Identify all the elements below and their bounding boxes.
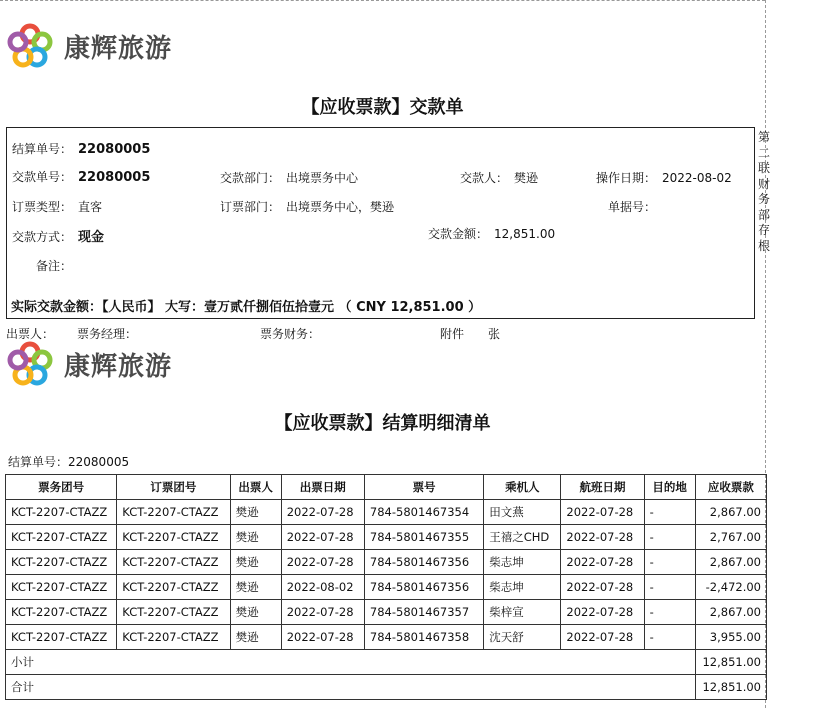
copy-note: 第二联财务部存根 [758,130,771,253]
table-header-row [6,475,767,500]
dept-value: 出境票务中心 [286,171,359,185]
table-row: KCT-2207-CTAZZ KCT-2207-CTAZZ 樊逊 2022-07-28 784-5801467355 王禧之CHD 2022-07-28 - 2,767.00 [6,525,767,550]
pay-method-field: 交款方式： 现金 [12,230,105,245]
col-destination: 目的地 [644,475,695,500]
payer-value: 樊逊 [514,171,539,185]
attachment-label: 附件 [440,327,465,341]
payer-field: 交款人： 樊逊 [460,171,539,185]
top-dashed-border [0,0,765,1]
order-dept-field: 订票部门： 出境票务中心，樊逊 [220,200,395,214]
brand-logo [6,22,172,70]
flower-logo-icon [6,340,54,388]
col-issuer: 出票人 [230,475,281,500]
table-row: KCT-2207-CTAZZ KCT-2207-CTAZZ 樊逊 2022-08-02 784-5801467356 柴志坤 2022-07-28 - -2,472.00 [6,575,767,600]
col-ticket-group: 票务团号 [6,475,117,500]
issuer-signature: 出票人： [6,327,55,341]
order-type-field: 订票类型： 直客 [12,200,103,214]
subtotal-label: 小计 [6,650,696,675]
brand-name: 康辉旅游 [64,351,173,382]
table-row: KCT-2207-CTAZZ KCT-2207-CTAZZ 樊逊 2022-07-28 784-5801467357 柴梓宣 2022-07-28 - 2,867.00 [6,600,767,625]
finance-signature: 票务财务： [260,327,321,341]
col-flight-date: 航班日期 [561,475,644,500]
col-issue-date: 出票日期 [281,475,364,500]
col-ticket-no: 票号 [364,475,483,500]
order-dept-value: 出境票务中心，樊逊 [286,200,395,214]
op-date-value: 2022-08-02 [662,171,732,185]
pay-method-value: 现金 [78,230,105,245]
col-order-group: 订票团号 [117,475,230,500]
flower-logo-icon [6,22,54,70]
receipt-title: 【应收票款】交款单 [301,97,464,118]
table-row: KCT-2207-CTAZZ KCT-2207-CTAZZ 樊逊 2022-07-28 784-5801467358 沈天舒 2022-07-28 - 3,955.00 [6,625,767,650]
dept-field: 交款部门： 出境票务中心 [220,171,359,185]
settlement-detail-table [5,474,767,700]
op-date-field: 操作日期： 2022-08-02 [596,171,732,185]
total-row [6,675,767,700]
doc-no-field: 单据号： [608,200,657,214]
amount-value: 12,851.00 [494,227,556,241]
brand-name: 康辉旅游 [64,33,173,64]
table-row: KCT-2207-CTAZZ KCT-2207-CTAZZ 樊逊 2022-07-28 784-5801467356 柴志坤 2022-07-28 - 2,867.00 [6,550,767,575]
col-receivable: 应收票款 [695,475,766,500]
col-passenger: 乘机人 [484,475,561,500]
remark-field: 备注： [36,259,73,273]
pay-no-field: 交款单号： 22080005 [12,170,151,185]
brand-logo-2 [6,340,172,388]
receipt-box [6,127,755,319]
pay-no-value: 22080005 [78,170,151,185]
amount-field: 交款金额： 12,851.00 [428,227,556,241]
manager-signature: 票务经理： [77,327,138,341]
settle-no-value: 22080005 [78,142,151,157]
order-type-value: 直客 [78,200,103,214]
table-row: KCT-2207-CTAZZ KCT-2207-CTAZZ 樊逊 2022-07-28 784-5801467354 田文燕 2022-07-28 - 2,867.00 [6,500,767,525]
detail-settle-no: 结算单号：22080005 [8,455,130,469]
detail-title: 【应收票款】结算明细清单 [274,413,491,434]
total-value: 12,851.00 [695,675,766,700]
subtotal-value: 12,851.00 [695,650,766,675]
attachment-unit: 张 [488,327,501,341]
settle-no-field: 结算单号： 22080005 [12,142,151,157]
actual-amount-line: 实际交款金额：【人民币】 大写：壹万贰仟捌佰伍拾壹元 （ CNY 12,851.00 ） [11,300,482,315]
total-label: 合计 [6,675,696,700]
subtotal-row [6,650,767,675]
